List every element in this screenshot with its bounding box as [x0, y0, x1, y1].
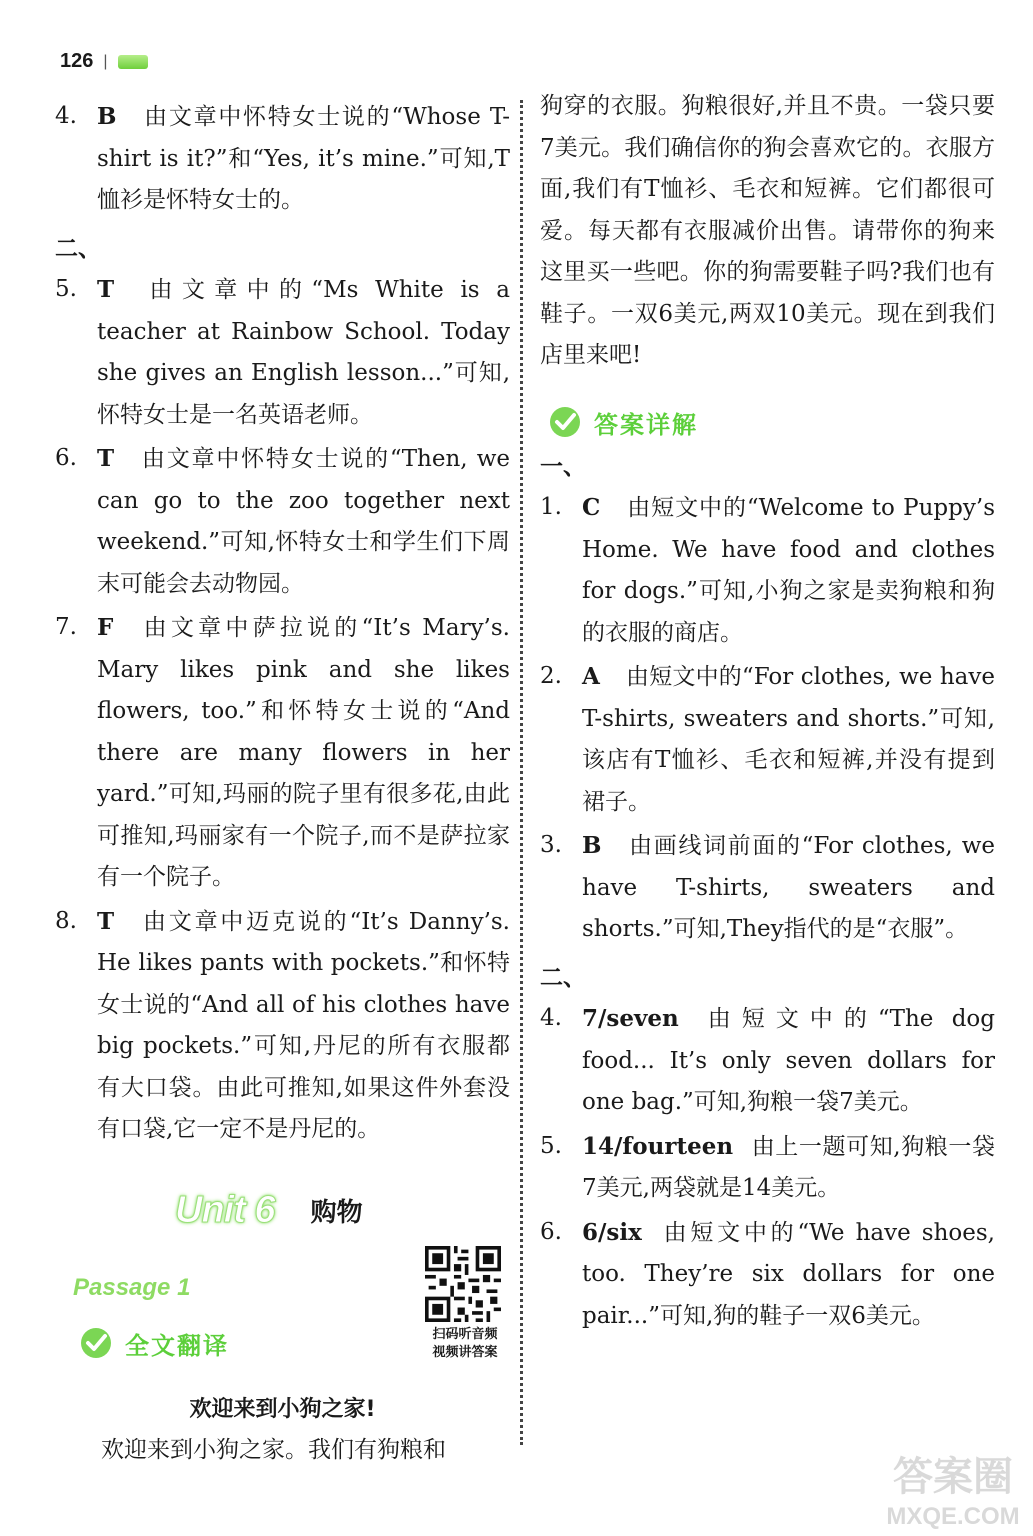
check-circle-icon [548, 405, 582, 439]
translation-heading-text: 全文翻译 [125, 1331, 229, 1360]
item-explanation: 由文章中的“Ms White is a teacher at Rainbow School. Today she gives an English lesson...”可知,怀特女士是一名英语老师。 [97, 277, 510, 428]
item-number: 6. [540, 1218, 562, 1245]
item-number: 4. [55, 103, 77, 129]
answer-item [55, 438, 510, 605]
section-heading: 二、 [55, 234, 101, 262]
item-answer: T [97, 445, 115, 472]
section-heading: 二、 [540, 963, 586, 991]
unit-badge: Unit 6 [175, 1188, 275, 1231]
story-paragraph-continued: 狗穿的衣服。狗粮很好,并且不贵。一袋只要7美元。我们确信你的狗会喜欢它的。衣服方面,我们有T恤衫、毛衣和短裤。它们都很可爱。每天都有衣服减价出售。请带你的狗来这里买一些吧。你的狗需要鞋子吗?我们也有鞋子。一双6美元,两双10美元。现在到我们店里来吧! [540, 93, 995, 368]
item-explanation: 由短文中的“For clothes, we have T-shirts, sweaters and shorts.”可知,该店有T恤衫、毛衣和短裤,并没有提到裙子。 [582, 664, 995, 815]
item-answer: F [97, 614, 114, 641]
answer-item [540, 825, 995, 951]
watermark-url: MXQE.COM [886, 1503, 1020, 1530]
answer-item [540, 487, 995, 654]
page-number: 126 [60, 50, 94, 72]
item-answer: T [97, 276, 115, 303]
item-number: 6. [55, 445, 77, 471]
item-explanation: 由文章中怀特女士说的“Then, we can go to the zoo together next weekend.”可知,怀特女士和学生们下周末可能会去动物园。 [97, 446, 510, 597]
answer-item [55, 901, 510, 1151]
qr-caption-line: 扫码听音频 [432, 1326, 498, 1342]
item-explanation: 由短文中的“We have shoes, too. They’re six dollars for one pair...”可知,狗的鞋子一双6美元。 [582, 1219, 995, 1329]
item-answer: 14/fourteen [582, 1132, 734, 1160]
item-number: 3. [540, 832, 562, 858]
header-separator: | [103, 52, 108, 70]
item-number: 8. [55, 907, 77, 934]
item-explanation: 由短文中的“The dog food... It’s only seven dollars for one bag.”可知,狗粮一袋7美元。 [582, 1006, 995, 1115]
answer-item [55, 607, 510, 899]
answer-item [540, 656, 995, 823]
page-header [60, 50, 148, 73]
check-circle-icon [79, 1326, 113, 1360]
item-answer: T [97, 907, 115, 935]
answer-item [540, 1212, 995, 1338]
item-number: 5. [55, 276, 77, 302]
item-answer: B [582, 832, 602, 859]
story-paragraph: 欢迎来到小狗之家。我们有狗粮和 [101, 1436, 446, 1463]
item-explanation: 由短文中的“Welcome to Puppy’s Home. We have food and clothes for dogs.”可知,小狗之家是卖狗粮和狗的衣服的商店。 [582, 495, 995, 646]
qr-code-icon[interactable] [425, 1246, 501, 1322]
unit-title: 购物 [310, 1197, 363, 1228]
answer-item [55, 269, 510, 436]
answer-heading-text: 答案详解 [594, 410, 698, 439]
story-title: 欢迎来到小狗之家! [189, 1396, 376, 1422]
passage-header [55, 1266, 510, 1406]
item-number: 7. [55, 614, 77, 640]
answer-heading [548, 405, 995, 440]
right-column [540, 86, 995, 1337]
qr-caption-line: 视频讲答案 [432, 1344, 498, 1360]
answer-item [540, 1126, 995, 1210]
unit-heading [175, 1189, 510, 1232]
item-number: 5. [540, 1132, 562, 1159]
item-explanation: 由上一题可知,狗粮一袋7美元,两袋就是14美元。 [582, 1133, 995, 1201]
section-heading: 一、 [540, 452, 586, 480]
answer-item [55, 96, 510, 222]
item-answer: C [582, 494, 601, 521]
item-number: 2. [540, 663, 562, 689]
column-divider [520, 100, 523, 1445]
left-column [55, 96, 510, 1471]
answer-item [540, 998, 995, 1124]
item-explanation: 由文章中萨拉说的“It’s Mary’s. Mary likes pink and she likes flowers, too.”和怀特女士说的“And there are many flowers in her yard.”可知,玛丽的院子里有很多花,由此可推知,玛丽家有一个院子,而不是萨拉家有一个院子。 [97, 615, 510, 890]
item-explanation: 由文章中迈克说的“It’s Danny’s. He likes pants with pockets.”和怀特女士说的“And all of his clothes have big pockets.”可知,丹尼的所有衣服都有大口袋。由此可推知,如果这件外套没有口袋,它一定不是丹尼的。 [97, 908, 510, 1142]
passage-label: Passage 1 [73, 1273, 191, 1301]
item-answer: A [582, 663, 600, 690]
item-explanation: 由文章中怀特女士说的“Whose T-shirt is it?”和“Yes, it’s mine.”可知,T恤衫是怀特女士的。 [97, 104, 510, 213]
item-explanation: 由画线词前面的“For clothes, we have T-shirts, sweaters and shorts.”可知,They指代的是“衣服”。 [582, 833, 995, 942]
watermark-text: 答案圈 [893, 1455, 1013, 1499]
header-tab-decoration [118, 55, 148, 69]
item-answer: 7/seven [582, 1005, 679, 1032]
translation-heading [79, 1326, 229, 1361]
item-answer: B [97, 103, 117, 130]
watermark-logo [883, 1442, 1023, 1532]
qr-caption [419, 1326, 511, 1362]
item-number: 4. [540, 1005, 562, 1031]
item-number: 1. [540, 494, 562, 520]
item-answer: 6/six [582, 1218, 642, 1246]
